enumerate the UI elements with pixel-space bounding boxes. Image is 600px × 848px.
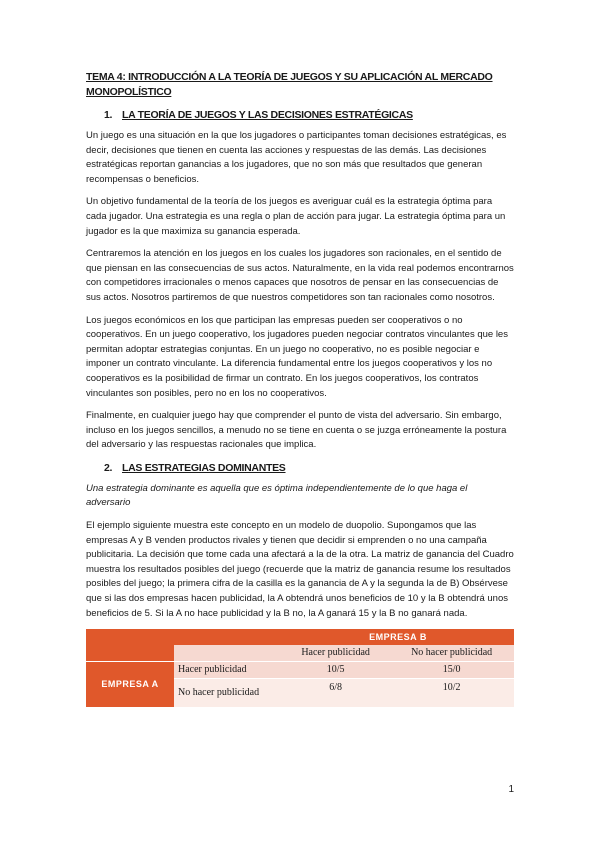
matrix-col-header: Hacer publicidad	[282, 645, 389, 662]
paragraph: Un objetivo fundamental de la teoría de los juegos es averiguar cuál es la estrategia óptima para cada jugador. Una estrategia es una regla o plan de acción para jugar. La estrategia óptima para un jugador es la que maximiza su ganancia esperada.	[86, 196, 506, 237]
matrix-row-header: Hacer publicidad	[174, 662, 282, 679]
matrix-header-empresa-b: EMPRESA B	[282, 629, 514, 645]
matrix-cell: 6/8	[282, 679, 389, 708]
document-page	[86, 70, 514, 707]
definition-text: Una estrategia dominante es aquella que es óptima independientemente de lo que haga el adversario	[86, 482, 468, 509]
matrix-cell: 10/2	[389, 679, 514, 708]
page-number: 1	[508, 784, 514, 795]
paragraph: El ejemplo siguiente muestra este concepto en un modelo de duopolio. Supongamos que las empresas A y B venden productos rivales y tienen que decidir si emprenden o no una campaña publicitaria. La decisión que tome cada una afectará a la de la otra. La matriz de ganancia del Cuadro muestra los resultados posibles del juego (recuerde que la matriz de ganancia resume los resultados posibles del juego; la primera cifra de la casilla es la ganancia de A y la segunda la de B) Obsérvese que si las dos empresas hacen publicidad, la A obtendrá unos beneficios de 10 y la B obtendrá unos beneficios de 5. Si la A no hace publicidad y la B no, la A ganará 15 y la B no ganará nada.	[86, 520, 514, 619]
matrix-corner	[174, 629, 282, 645]
matrix-row-header: No hacer publicidad	[174, 679, 282, 708]
matrix-cell: 10/5	[282, 662, 389, 679]
matrix-header-empresa-a: EMPRESA A	[86, 662, 174, 708]
section-1-heading-text: LA TEORÍA DE JUEGOS Y LAS DECISIONES ESTRATÉGICAS	[122, 109, 413, 121]
section-2-heading-text: LAS ESTRATEGIAS DOMINANTES	[122, 461, 286, 474]
paragraph: Finalmente, en cualquier juego hay que comprender el punto de vista del adversario. Sin embargo, incluso en los juegos sencillos, a menudo no se tiene en cuenta o se juzga erróneamente la postura del adversario y las respuestas racionales que implica.	[86, 410, 507, 451]
matrix-col-header: No hacer publicidad	[389, 645, 514, 662]
matrix-cell: 15/0	[389, 662, 514, 679]
paragraph: Centraremos la atención en los juegos en los cuales los jugadores son racionales, en el sentido de que piensan en las consecuencias de sus actos. Naturalmente, en la vida real podemos encontrarnos con competidores irracionales o menos capaces que nosotros de pensar en las consecuencias de sus actos. Nosotros partiremos de que nuestros competidores son tan racionales como nosotros.	[86, 248, 514, 303]
matrix-corner	[86, 629, 174, 645]
section-2-heading	[104, 461, 514, 475]
section-1-heading	[104, 108, 514, 122]
paragraph: Los juegos económicos en los que participan las empresas pueden ser cooperativos o no cooperativos. En un juego cooperativo, los jugadores pueden negociar contratos vinculantes que les permitan adoptar estrategias conjuntas. En un juego no cooperativo, no es posible negociar e imponer un contrato vinculante. La diferencia fundamental entre los juegos cooperativos y los no cooperativos es la posibilidad de firmar un contrato. En los juegos cooperativos, los contratos vinculantes son posibles, pero no en los no cooperativos.	[86, 314, 508, 399]
matrix-corner	[174, 645, 282, 662]
document-title: TEMA 4: INTRODUCCIÓN A LA TEORÍA DE JUEGOS Y SU APLICACIÓN AL MERCADO MONOPOLÍSTICO	[86, 71, 493, 98]
paragraph: Un juego es una situación en la que los jugadores o participantes toman decisiones estratégicas, es decir, decisiones que tienen en cuenta las acciones y respuestas de las demás. Las decisiones estratégicas reportan ganancias a los jugadores, que no son más que resultados que generan recompensas o beneficios.	[86, 130, 507, 185]
payoff-matrix	[86, 629, 514, 707]
matrix-corner	[86, 645, 174, 662]
section-1-number: 1.	[104, 109, 113, 121]
section-2-number: 2.	[104, 461, 113, 474]
